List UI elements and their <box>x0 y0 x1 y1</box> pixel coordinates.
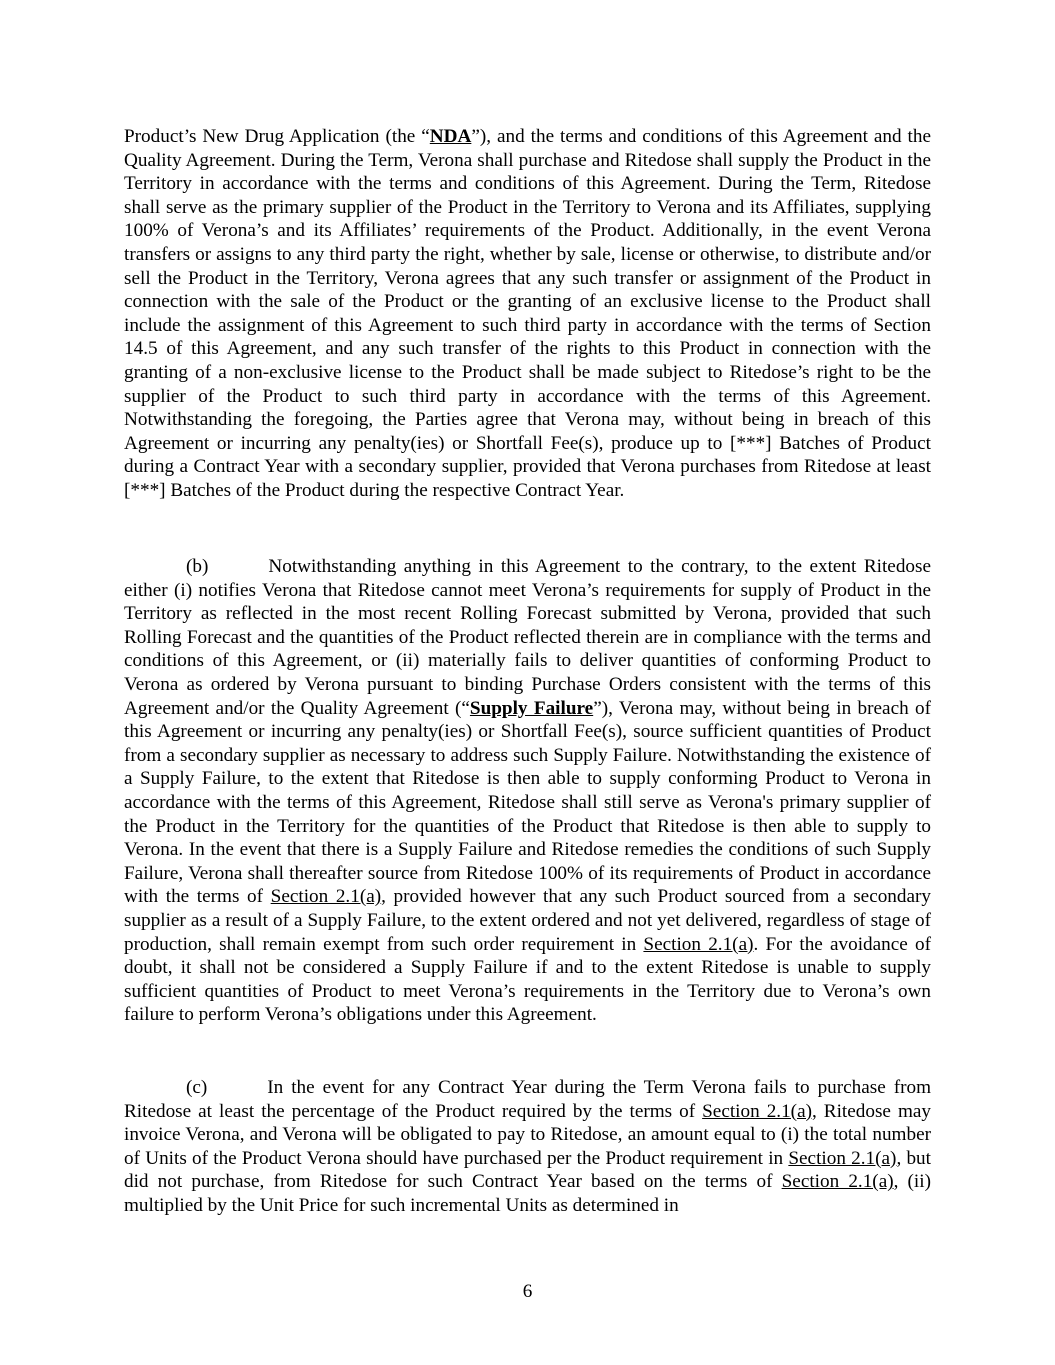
defined-term-nda: NDA <box>429 126 472 147</box>
text-run: , Ritedose may invoice Verona, and Verona will be obligated to pay to Ritedose, an amount equal to (i) the total number of Units of the Product Verona should have purchased per the Product requirement in <box>124 1100 931 1169</box>
paragraph-c <box>124 1076 931 1218</box>
section-reference: Section 2.1(a) <box>702 1100 812 1122</box>
paragraph-b <box>124 555 931 1027</box>
paragraph-a-continuation <box>124 125 931 503</box>
defined-term-supply-failure: Supply Failure <box>469 697 594 719</box>
paragraph-label-b: (b) <box>186 556 209 577</box>
text-run: , (ii) multiplied by the Unit Price for such incremental Units as determined in <box>124 1171 931 1216</box>
text-run: . For the avoidance of doubt, it shall not be considered a Supply Failure if and to the extent Ritedose is unable to supply sufficient quantities of Product to meet Verona’s requirements in the Territory due to Verona’s own failure to perform Verona’s obligations under this Agreement. <box>124 933 931 1026</box>
paragraph-label-c: (c) <box>186 1077 208 1098</box>
text-run: , but did not purchase, from Ritedose for such Contract Year based on the terms of <box>124 1147 931 1193</box>
text-run: In the event for any Contract Year during the Term Verona fails to purchase from Ritedose at least the percentage of the Product required by the terms of <box>124 1077 931 1122</box>
page-number: 6 <box>522 1281 533 1302</box>
text-run: Product’s New Drug Application (the “ <box>124 126 430 147</box>
section-reference: Section 2.1(a) <box>788 1147 897 1169</box>
section-reference: Section 2.1(a) <box>643 933 754 955</box>
text-run: , provided however that any such Product sourced from a secondary supplier as a result of a Supply Failure, to the extent ordered and not yet delivered, regardless of stage of production, shall remain exempt from such order requirement in <box>124 886 931 955</box>
text-run: Notwithstanding anything in this Agreement to the contrary, to the extent Ritedose either (i) notifies Verona that Ritedose cannot meet Verona’s requirements for supply of Product in the Territory as reflected in the most recent Rolling Forecast submitted by Verona, provided that such Rolling Forecast and the quantities of the Product reflected therein are in compliance with the terms and conditions of this Agreement, or (ii) materially fails to deliver quantities of conforming Product to Verona as ordered by Verona pursuant to binding Purchase Orders consistent with the terms of this Agreement and/or the Quality Agreement (“ <box>124 556 931 719</box>
section-reference: Section 2.1(a) <box>270 886 382 908</box>
text-run: ”), and the terms and conditions of this Agreement and the Quality Agreement. During the Term, Verona shall purchase and Ritedose shall supply the Product in the Territory in accordance with the terms and conditions of this Agreement. During the Term, Ritedose shall serve as the primary supplier of the Product in the Territory to Verona and its Affiliates, supplying 100% of Verona’s and its Affiliates’ requirements of the Product. Additionally, in the event Verona transfers or assigns to any third party the right, whether by sale, license or otherwise, to distribute and/or sell the Product in the Territory, Verona agrees that any such transfer or assignment of the Product in connection with the sale of the Product or the granting of an exclusive license to the Product shall include the assignment of this Agreement to such third party in accordance with the terms of Section 14.5 of this Agreement, and any such transfer of the rights to this Product in connection with the granting of a non-exclusive license to the Product shall be made subject to Ritedose’s right to be the supplier of the Product to such third party in accordance with the terms of this Agreement. Notwithstanding the foregoing, the Parties agree that Verona may, without being in breach of this Agreement or incurring any penalty(ies) or Shortfall Fee(s), produce up to [***] Batches of Product during a Contract Year with a secondary supplier, provided that Verona purchases from Ritedose at least [***] Batches of the Product during the respective Contract Year. <box>124 126 932 501</box>
section-reference: Section 2.1(a) <box>781 1171 894 1193</box>
text-run: ”), Verona may, without being in breach of this Agreement or incurring any penalty(ies) or Shortfall Fee(s), source sufficient quantities of Product from a secondary supplier as necessary to address such Supply Failure. Notwithstanding the existence of a Supply Failure, to the extent that Ritedose is then able to supply conforming Product to Verona in accordance with the terms of this Agreement, Ritedose shall still serve as Verona's primary supplier of the Product in the Territory for the quantities of the Product that Ritedose is then able to supply to Verona. In the event that there is a Supply Failure and Ritedose remedies the conditions of such Supply Failure, Verona shall thereafter source from Ritedose 100% of its requirements of Product in accordance with the terms of <box>124 697 931 908</box>
